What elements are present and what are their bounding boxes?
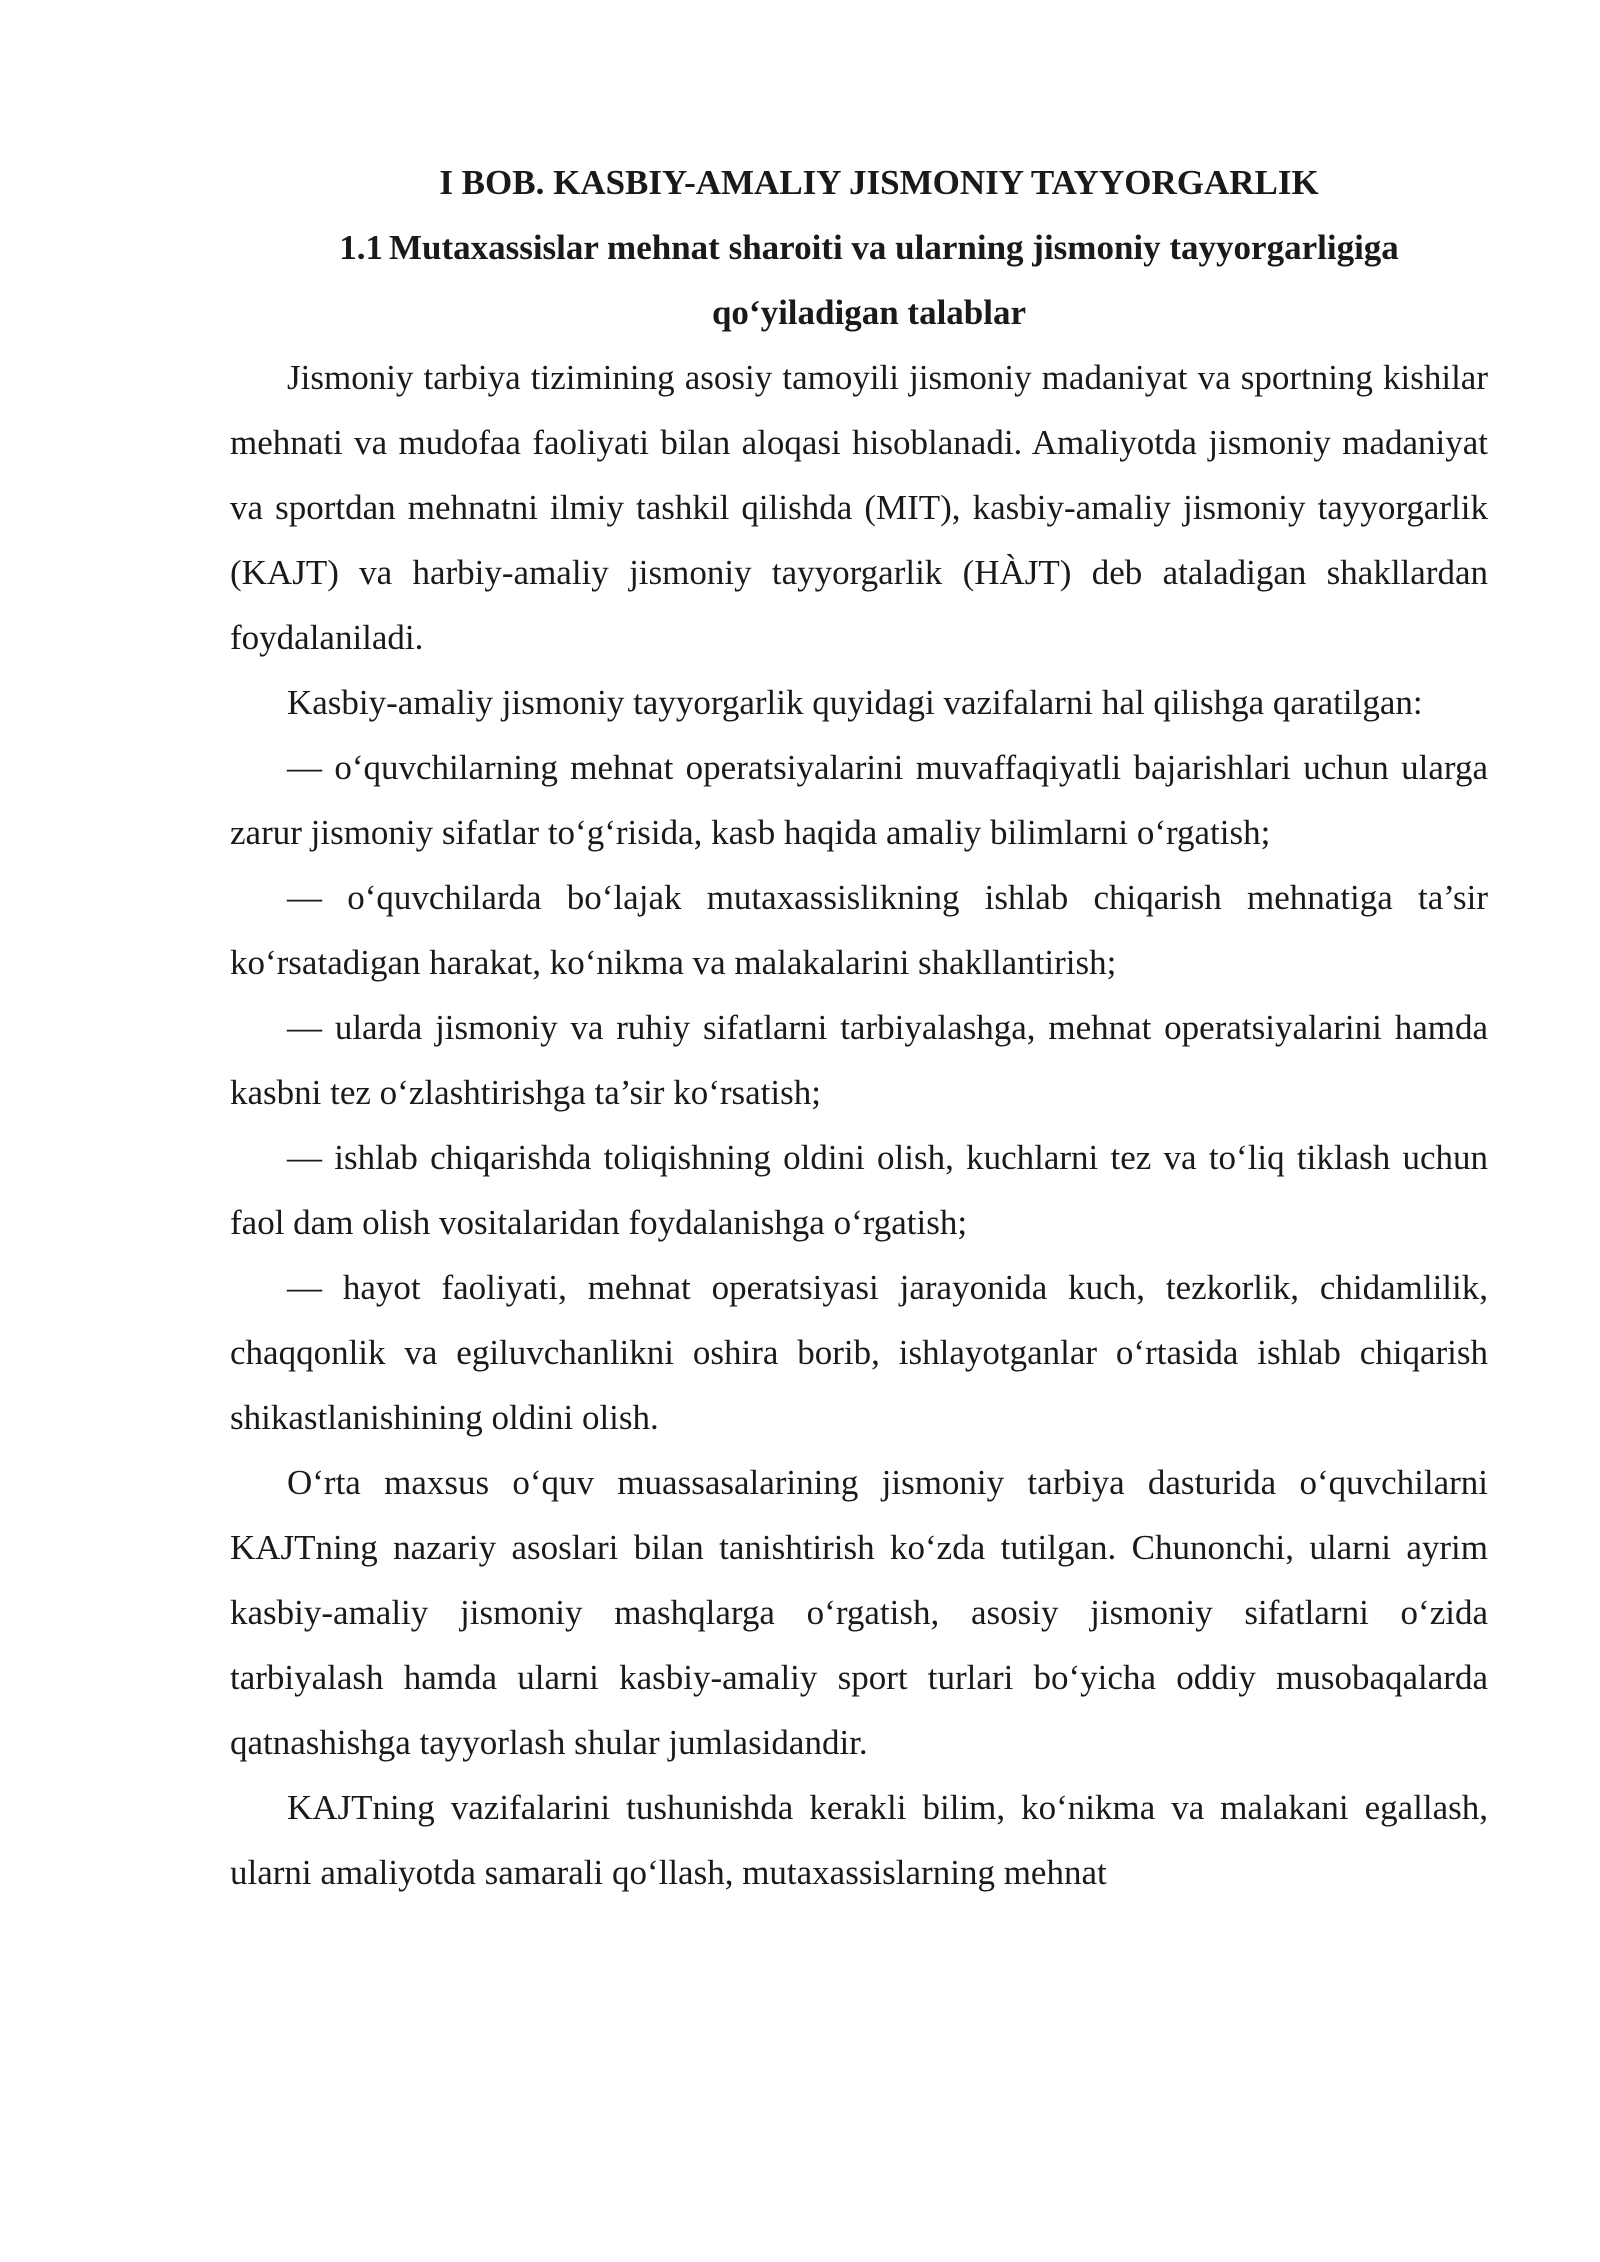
paragraph-intro: Jismoniy tarbiya tizimining asosiy tamoyili jismoniy madaniyat va sportning kishilar mehnati va mudofaa faoliyati bilan aloqasi hisoblanadi. Amaliyotda jismoniy madaniyat va sportdan mehnatni ilmiy tashkil qilishda (MIT), kasbiy-amaliy jismoniy tayyorgarlik (KAJT) va harbiy-amaliy jismoniy tayyorgarlik (HÀJT) deb ataladigan shakllardan foydalaniladi. — [230, 358, 1488, 657]
paragraph-continued: KAJTning vazifalarini tushunishda kerakli bilim, ko‘nikma va malakani egallash, ularni amaliyotda samarali qo‘llash, mutaxassislarning mehnat — [230, 1788, 1488, 1892]
list-item-task: — o‘quvchilarning mehnat operatsiyalarini muvaffaqiyatli bajarishlari uchun ularga zarur jismoniy sifatlar to‘g‘risida, kasb haqida amaliy bilimlarni o‘rgatish; — [230, 748, 1488, 852]
page-content — [230, 150, 1488, 1905]
section-number: 1.1 — [339, 228, 383, 267]
chapter-title: I BOB. KASBIY-AMALIY JISMONIY TAYYORGARLIK — [439, 163, 1319, 202]
list-item-task: — o‘quvchilarda bo‘lajak mutaxassislikning ishlab chiqarish mehnatiga ta’sir ko‘rsatadigan harakat, ko‘nikma va malakalarini shakllantirish; — [230, 878, 1488, 982]
section-title: Mutaxassislar mehnat sharoiti va ularning jismoniy tayyorgarligiga qo‘yiladigan talablar — [388, 228, 1399, 332]
paragraph-tasks-lead: Kasbiy-amaliy jismoniy tayyorgarlik quyidagi vazifalarni hal qilishga qaratilgan: — [287, 683, 1423, 722]
list-item-task: — ishlab chiqarishda toliqishning oldini olish, kuchlarni tez va to‘liq tiklash uchun faol dam olish vositalaridan foydalanishga o‘rgatish; — [230, 1138, 1488, 1242]
section-heading — [230, 215, 1488, 345]
list-item-task: — hayot faoliyati, mehnat operatsiyasi jarayonida kuch, tezkorlik, chidamlilik, chaqqonlik va egiluvchanlikni oshira borib, ishlayotganlar o‘rtasida ishlab chiqarish shikastlanishining oldini olish. — [230, 1268, 1488, 1437]
paragraph-program: O‘rta maxsus o‘quv muassasalarining jismoniy tarbiya dasturida o‘quvchilarni KAJTning nazariy asoslari bilan tanishtirish ko‘zda tutilgan. Chunonchi, ularni ayrim kasbiy-amaliy jismoniy mashqlarga o‘rgatish, asosiy jismoniy sifatlarni o‘zida tarbiyalash hamda ularni kasbiy-amaliy sport turlari bo‘yicha oddiy musobaqalarda qatnashishga tayyorlash shular jumlasidandir. — [230, 1463, 1488, 1762]
list-item-task: — ularda jismoniy va ruhiy sifatlarni tarbiyalashga, mehnat operatsiyalarini hamda kasbni tez o‘zlashtirishga ta’sir ko‘rsatish; — [230, 1008, 1488, 1112]
